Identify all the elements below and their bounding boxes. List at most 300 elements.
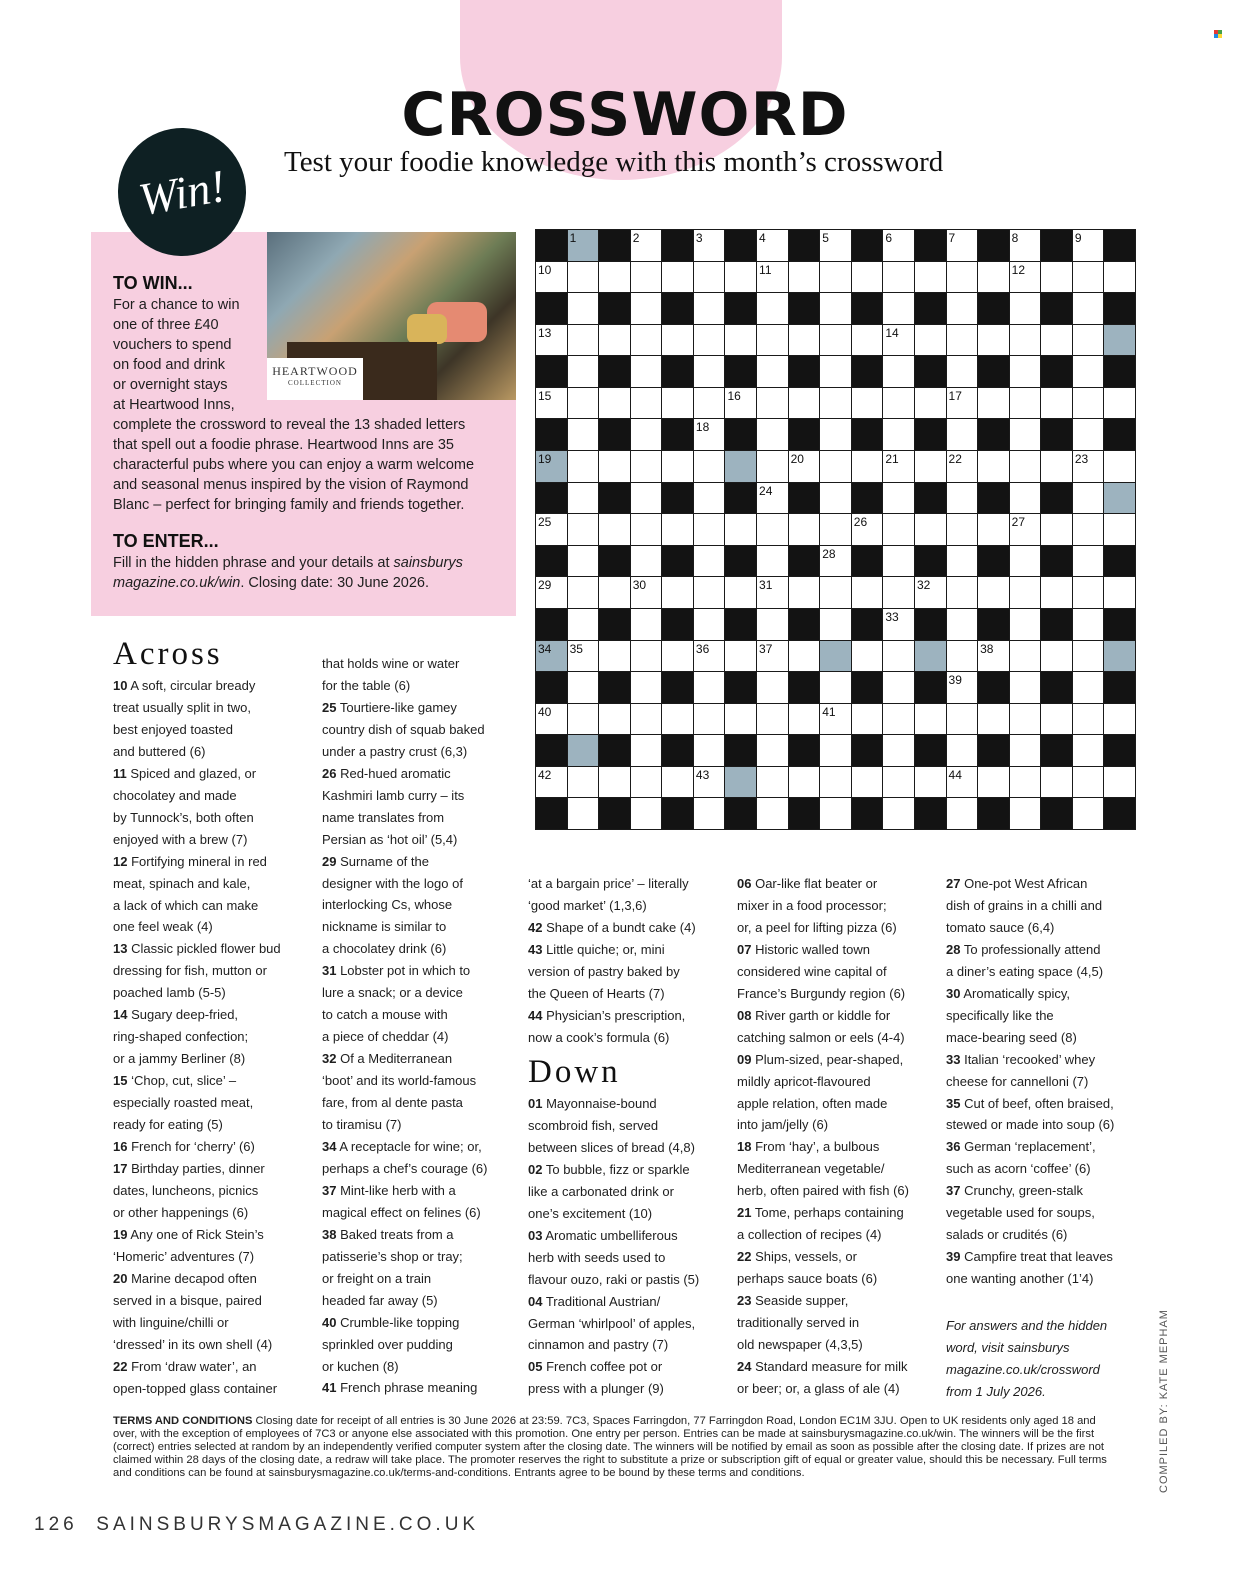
grid-cell[interactable] [724, 324, 757, 357]
grid-cell-shaded[interactable] [1103, 324, 1136, 357]
grid-cell-shaded[interactable] [535, 640, 568, 673]
clue-line [322, 960, 517, 982]
grid-cell[interactable] [630, 608, 663, 641]
grid-cell[interactable] [946, 703, 979, 736]
grid-cell[interactable] [756, 450, 789, 483]
grid-cell[interactable] [535, 513, 568, 546]
grid-cell[interactable] [630, 766, 663, 799]
grid-cell[interactable] [819, 387, 852, 420]
grid-cell[interactable] [914, 513, 947, 546]
clue-number: 08 [737, 1007, 752, 1023]
grid-cell[interactable] [1009, 734, 1042, 767]
grid-cell[interactable] [788, 450, 821, 483]
grid-cell[interactable] [1009, 766, 1042, 799]
grid-cell[interactable] [1072, 292, 1105, 325]
grid-cell[interactable] [1072, 513, 1105, 546]
grid-cell[interactable] [693, 545, 726, 578]
grid-cell[interactable] [598, 576, 631, 609]
clue-text: served in a bisque, paired [113, 1292, 262, 1308]
grid-cell[interactable] [693, 324, 726, 357]
clue-line [113, 1048, 308, 1070]
grid-cell[interactable] [1072, 671, 1105, 704]
grid-cell[interactable] [693, 292, 726, 325]
grid-cell[interactable] [598, 766, 631, 799]
grid-cell[interactable] [977, 324, 1010, 357]
grid-cell[interactable] [630, 797, 663, 830]
grid-cell[interactable] [1009, 418, 1042, 451]
grid-cell[interactable] [1103, 261, 1136, 294]
grid-cell-shaded[interactable] [724, 766, 757, 799]
grid-cell[interactable] [788, 703, 821, 736]
grid-cell[interactable] [567, 387, 600, 420]
grid-cell[interactable] [724, 640, 757, 673]
grid-cell[interactable] [946, 734, 979, 767]
grid-cell[interactable] [1009, 545, 1042, 578]
grid-cell[interactable] [567, 545, 600, 578]
grid-cell[interactable] [693, 608, 726, 641]
grid-cell[interactable] [661, 387, 694, 420]
grid-cell[interactable] [1009, 576, 1042, 609]
clue-text: magical effect on felines (6) [322, 1204, 481, 1220]
grid-cell[interactable] [1040, 640, 1073, 673]
grid-cell[interactable] [1072, 261, 1105, 294]
grid-cell[interactable] [630, 324, 663, 357]
terms-heading: TERMS AND CONDITIONS [113, 1415, 253, 1427]
grid-cell[interactable] [724, 703, 757, 736]
grid-cell[interactable] [977, 261, 1010, 294]
grid-cell[interactable] [1103, 766, 1136, 799]
grid-cell[interactable] [946, 608, 979, 641]
grid-cell[interactable] [946, 355, 979, 388]
grid-cell[interactable] [1072, 797, 1105, 830]
grid-cell[interactable] [661, 513, 694, 546]
grid-block [661, 545, 694, 578]
grid-cell[interactable] [882, 797, 915, 830]
grid-cell[interactable] [567, 324, 600, 357]
grid-cell[interactable] [630, 640, 663, 673]
clue-line [737, 1290, 942, 1312]
grid-cell[interactable] [882, 229, 915, 262]
clue-text: French phrase meaning [336, 1380, 478, 1396]
grid-cell[interactable] [882, 355, 915, 388]
grid-cell[interactable] [851, 640, 884, 673]
grid-block [851, 482, 884, 515]
grid-cell[interactable] [630, 355, 663, 388]
grid-cell[interactable] [598, 324, 631, 357]
grid-cell[interactable] [1072, 355, 1105, 388]
grid-cell[interactable] [914, 324, 947, 357]
grid-cell[interactable] [946, 545, 979, 578]
grid-cell[interactable] [914, 261, 947, 294]
grid-cell[interactable] [914, 703, 947, 736]
grid-cell[interactable] [630, 545, 663, 578]
grid-cell[interactable] [819, 229, 852, 262]
grid-cell-shaded[interactable] [819, 640, 852, 673]
grid-cell[interactable] [946, 324, 979, 357]
grid-cell[interactable] [598, 450, 631, 483]
grid-cell[interactable] [567, 450, 600, 483]
grid-cell[interactable] [819, 766, 852, 799]
grid-cell[interactable] [630, 671, 663, 704]
grid-cell[interactable] [756, 640, 789, 673]
grid-cell[interactable] [661, 766, 694, 799]
grid-block [1040, 734, 1073, 767]
grid-cell[interactable] [851, 766, 884, 799]
grid-cell[interactable] [693, 418, 726, 451]
entry-link-part[interactable]: magazine.co.uk/win [113, 575, 241, 591]
clue-text: mixer in a food processor; [737, 897, 887, 913]
clue-line [322, 1377, 517, 1399]
grid-cell[interactable] [693, 766, 726, 799]
grid-cell[interactable] [819, 482, 852, 515]
grid-cell[interactable] [1040, 576, 1073, 609]
grid-cell[interactable] [598, 640, 631, 673]
grid-cell[interactable] [1040, 450, 1073, 483]
grid-cell[interactable] [788, 513, 821, 546]
grid-cell[interactable] [788, 766, 821, 799]
grid-cell[interactable] [693, 640, 726, 673]
grid-cell[interactable] [1072, 450, 1105, 483]
grid-cell[interactable] [1009, 513, 1042, 546]
grid-block [977, 734, 1010, 767]
grid-cell[interactable] [567, 640, 600, 673]
grid-cell[interactable] [1009, 482, 1042, 515]
grid-cell[interactable] [851, 324, 884, 357]
grid-cell[interactable] [693, 229, 726, 262]
grid-cell-shaded[interactable] [1103, 640, 1136, 673]
grid-cell[interactable] [693, 482, 726, 515]
grid-cell[interactable] [882, 450, 915, 483]
grid-cell[interactable] [819, 418, 852, 451]
grid-cell[interactable] [661, 261, 694, 294]
grid-cell[interactable] [1072, 229, 1105, 262]
grid-cell[interactable] [567, 608, 600, 641]
grid-cell[interactable] [851, 513, 884, 546]
grid-cell[interactable] [693, 797, 726, 830]
grid-cell[interactable] [756, 261, 789, 294]
clue-number: 42 [528, 919, 543, 935]
grid-cell[interactable] [756, 324, 789, 357]
grid-cell[interactable] [630, 261, 663, 294]
grid-cell-shaded[interactable] [724, 450, 757, 483]
grid-cell[interactable] [1009, 640, 1042, 673]
grid-block [851, 671, 884, 704]
grid-cell[interactable] [630, 387, 663, 420]
grid-cell[interactable] [1072, 703, 1105, 736]
grid-cell[interactable] [882, 387, 915, 420]
grid-cell[interactable] [630, 450, 663, 483]
grid-cell[interactable] [693, 261, 726, 294]
grid-block [1040, 229, 1073, 262]
grid-cell[interactable] [661, 703, 694, 736]
to-win-heading: TO WIN... [113, 273, 193, 293]
grid-cell[interactable] [1072, 734, 1105, 767]
grid-cell[interactable] [882, 418, 915, 451]
grid-cell[interactable] [756, 229, 789, 262]
grid-cell[interactable] [977, 450, 1010, 483]
grid-cell[interactable] [977, 703, 1010, 736]
grid-cell[interactable] [1072, 482, 1105, 515]
grid-cell[interactable] [1040, 324, 1073, 357]
grid-cell[interactable] [535, 766, 568, 799]
grid-cell[interactable] [946, 576, 979, 609]
grid-cell[interactable] [756, 797, 789, 830]
grid-block [535, 608, 568, 641]
grid-cell[interactable] [946, 387, 979, 420]
grid-cell[interactable] [756, 766, 789, 799]
grid-cell[interactable] [819, 324, 852, 357]
grid-cell[interactable] [567, 797, 600, 830]
grid-cell[interactable] [946, 450, 979, 483]
terms-body: Closing date for receipt of all entries is 30 June 2026 at 23:59. 7C3, Spaces Farringdon, 77 Farringdon Road, London EC1M 3JU. Open to UK residents only aged 18 and over, with the exception of employees of 7C3 or anyone else associated with this promotion. One entry per person. Entries can be made at sainsburysmagazine.co.uk/win. The winners will be the first (correct) entries selected at random by an independently verified computer system after the closing date. The winners will be notified by email as soon as possible after the closing date. If prizes are not claimed within 28 days of the closing date, a redraw will take place. The promoter reserves the right to substitute a prize or subscription gift of equal or greater value, should this be necessary. Full terms and conditions can be found at sainsburysmagazine.co.uk/terms-and-conditions. Entrants agree to be bound by these terms and conditions. [113, 1415, 1107, 1480]
grid-cell[interactable] [756, 292, 789, 325]
grid-cell[interactable] [724, 513, 757, 546]
grid-cell[interactable] [693, 513, 726, 546]
grid-cell[interactable] [977, 513, 1010, 546]
grid-cell[interactable] [1009, 261, 1042, 294]
grid-cell[interactable] [535, 576, 568, 609]
grid-cell[interactable] [1103, 513, 1136, 546]
grid-cell[interactable] [882, 576, 915, 609]
grid-cell[interactable] [567, 418, 600, 451]
grid-cell[interactable] [946, 292, 979, 325]
grid-cell[interactable] [851, 387, 884, 420]
clue-number: 13 [538, 325, 552, 340]
grid-cell[interactable] [882, 292, 915, 325]
grid-cell[interactable] [819, 292, 852, 325]
grid-cell[interactable] [851, 450, 884, 483]
grid-cell[interactable] [756, 418, 789, 451]
grid-cell[interactable] [1072, 640, 1105, 673]
grid-cell[interactable] [693, 703, 726, 736]
grid-cell[interactable] [1072, 387, 1105, 420]
grid-cell[interactable] [819, 797, 852, 830]
grid-cell[interactable] [724, 387, 757, 420]
grid-cell[interactable] [1009, 608, 1042, 641]
to-enter-heading: TO ENTER... [113, 531, 219, 551]
grid-cell[interactable] [567, 482, 600, 515]
grid-cell[interactable] [1009, 450, 1042, 483]
grid-cell[interactable] [1072, 418, 1105, 451]
grid-cell[interactable] [882, 324, 915, 357]
grid-cell[interactable] [630, 482, 663, 515]
grid-block [598, 734, 631, 767]
grid-cell[interactable] [661, 640, 694, 673]
grid-cell[interactable] [914, 387, 947, 420]
grid-cell[interactable] [567, 292, 600, 325]
grid-cell[interactable] [851, 261, 884, 294]
grid-cell[interactable] [1072, 545, 1105, 578]
grid-cell[interactable] [661, 576, 694, 609]
grid-cell[interactable] [567, 703, 600, 736]
grid-cell[interactable] [851, 703, 884, 736]
grid-cell[interactable] [598, 513, 631, 546]
grid-cell[interactable] [756, 355, 789, 388]
grid-cell[interactable] [693, 576, 726, 609]
grid-cell[interactable] [535, 324, 568, 357]
grid-cell[interactable] [946, 797, 979, 830]
grid-cell[interactable] [819, 703, 852, 736]
grid-cell[interactable] [882, 261, 915, 294]
grid-cell[interactable] [946, 229, 979, 262]
grid-cell[interactable] [1072, 324, 1105, 357]
grid-cell[interactable] [630, 292, 663, 325]
grid-cell[interactable] [1009, 671, 1042, 704]
grid-cell[interactable] [1072, 576, 1105, 609]
grid-cell[interactable] [567, 513, 600, 546]
to-enter-line [113, 553, 463, 573]
grid-cell[interactable] [946, 513, 979, 546]
grid-cell[interactable] [819, 734, 852, 767]
grid-cell[interactable] [851, 576, 884, 609]
grid-cell[interactable] [756, 513, 789, 546]
grid-cell[interactable] [756, 734, 789, 767]
grid-cell[interactable] [882, 766, 915, 799]
grid-cell[interactable] [946, 640, 979, 673]
grid-cell[interactable] [756, 671, 789, 704]
grid-cell-shaded[interactable] [914, 640, 947, 673]
clue-number: 38 [322, 1226, 337, 1242]
grid-cell[interactable] [788, 324, 821, 357]
grid-cell[interactable] [882, 671, 915, 704]
clue-text: a collection of recipes (4) [737, 1227, 882, 1243]
grid-cell[interactable] [1009, 355, 1042, 388]
grid-cell-shaded[interactable] [567, 734, 600, 767]
grid-cell[interactable] [567, 576, 600, 609]
grid-cell[interactable] [693, 355, 726, 388]
grid-cell[interactable] [1103, 450, 1136, 483]
grid-cell[interactable] [1009, 387, 1042, 420]
grid-cell[interactable] [1009, 797, 1042, 830]
grid-cell[interactable] [693, 734, 726, 767]
grid-cell[interactable] [756, 482, 789, 515]
grid-cell[interactable] [1040, 513, 1073, 546]
grid-cell[interactable] [693, 387, 726, 420]
grid-cell[interactable] [1009, 703, 1042, 736]
grid-cell[interactable] [535, 703, 568, 736]
grid-cell-shaded[interactable] [567, 229, 600, 262]
grid-cell[interactable] [946, 418, 979, 451]
grid-cell[interactable] [1009, 324, 1042, 357]
grid-cell[interactable] [693, 671, 726, 704]
grid-cell[interactable] [724, 576, 757, 609]
grid-cell[interactable] [630, 229, 663, 262]
grid-cell[interactable] [946, 482, 979, 515]
grid-cell[interactable] [567, 261, 600, 294]
grid-cell[interactable] [661, 324, 694, 357]
grid-cell[interactable] [819, 671, 852, 704]
grid-cell[interactable] [946, 261, 979, 294]
grid-cell[interactable] [1103, 387, 1136, 420]
grid-cell[interactable] [977, 387, 1010, 420]
grid-cell[interactable] [788, 387, 821, 420]
grid-cell[interactable] [1040, 387, 1073, 420]
grid-cell[interactable] [567, 355, 600, 388]
clue-line [113, 1224, 308, 1246]
grid-cell[interactable] [1009, 229, 1042, 262]
grid-cell[interactable] [914, 766, 947, 799]
grid-cell[interactable] [535, 387, 568, 420]
grid-cell[interactable] [756, 703, 789, 736]
grid-cell[interactable] [1103, 703, 1136, 736]
grid-cell[interactable] [1040, 703, 1073, 736]
grid-cell[interactable] [882, 513, 915, 546]
grid-cell[interactable] [882, 703, 915, 736]
grid-cell[interactable] [1072, 766, 1105, 799]
grid-cell[interactable] [1103, 576, 1136, 609]
clue-text: specifically like the [946, 1007, 1054, 1023]
grid-cell[interactable] [946, 766, 979, 799]
clue-number: 44 [948, 767, 962, 782]
grid-cell[interactable] [914, 450, 947, 483]
grid-cell[interactable] [882, 608, 915, 641]
grid-cell[interactable] [598, 261, 631, 294]
grid-cell[interactable] [630, 513, 663, 546]
grid-cell[interactable] [630, 418, 663, 451]
grid-cell[interactable] [819, 450, 852, 483]
grid-cell-shaded[interactable] [535, 450, 568, 483]
grid-cell[interactable] [598, 703, 631, 736]
clue-line [946, 939, 1151, 961]
grid-cell[interactable] [977, 640, 1010, 673]
grid-cell[interactable] [819, 608, 852, 641]
grid-cell[interactable] [630, 703, 663, 736]
grid-cell[interactable] [598, 387, 631, 420]
grid-cell[interactable] [819, 576, 852, 609]
grid-cell[interactable] [756, 608, 789, 641]
grid-cell[interactable] [756, 545, 789, 578]
grid-cell[interactable] [977, 766, 1010, 799]
grid-cell[interactable] [977, 576, 1010, 609]
grid-cell[interactable] [882, 545, 915, 578]
grid-cell[interactable] [630, 734, 663, 767]
grid-cell[interactable] [756, 387, 789, 420]
grid-cell[interactable] [661, 450, 694, 483]
grid-cell[interactable] [788, 640, 821, 673]
entry-link-part[interactable]: sainsburys [393, 555, 463, 571]
grid-cell[interactable] [882, 734, 915, 767]
grid-cell[interactable] [724, 261, 757, 294]
grid-block [724, 734, 757, 767]
grid-cell[interactable] [1072, 608, 1105, 641]
grid-cell[interactable] [1040, 766, 1073, 799]
grid-block [535, 797, 568, 830]
grid-cell[interactable] [946, 671, 979, 704]
grid-block [661, 292, 694, 325]
grid-cell[interactable] [819, 545, 852, 578]
grid-cell[interactable] [1040, 261, 1073, 294]
grid-cell[interactable] [535, 261, 568, 294]
clue-text: headed far away (5) [322, 1292, 438, 1308]
grid-cell[interactable] [819, 261, 852, 294]
grid-cell[interactable] [914, 576, 947, 609]
answers-note-line[interactable]: magazine.co.uk/crossword [946, 1361, 1100, 1377]
grid-cell[interactable] [567, 671, 600, 704]
grid-cell[interactable] [819, 513, 852, 546]
grid-cell[interactable] [693, 450, 726, 483]
grid-cell[interactable] [819, 355, 852, 388]
grid-cell[interactable] [882, 640, 915, 673]
grid-cell-shaded[interactable] [1103, 482, 1136, 515]
grid-cell[interactable] [882, 482, 915, 515]
grid-cell[interactable] [1009, 292, 1042, 325]
grid-cell[interactable] [567, 766, 600, 799]
grid-cell[interactable] [788, 576, 821, 609]
grid-cell[interactable] [788, 261, 821, 294]
grid-cell[interactable] [630, 576, 663, 609]
grid-cell[interactable] [756, 576, 789, 609]
clue-line [737, 1005, 942, 1027]
